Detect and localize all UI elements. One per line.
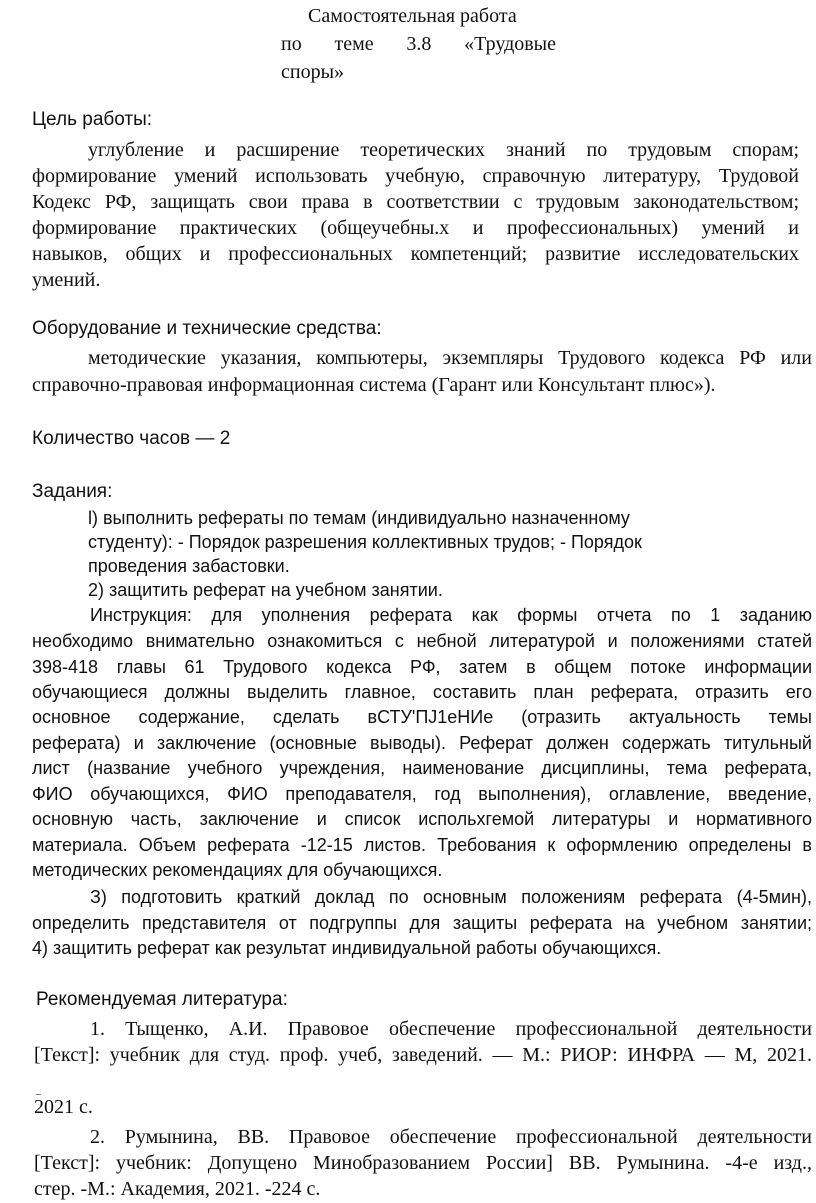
instruction-line-3: 398-418 главы 61 Трудового кодекса РФ, затем в общем потоке информации bbox=[32, 657, 812, 677]
instruction-line-5: основное содержание, сделать вСТУ'ПJ1еНИе (отразить актуальность темы bbox=[32, 707, 812, 727]
goal-line-4: формирование практических (общеучебны.х и профессиональных) умений и bbox=[32, 217, 799, 239]
task2-line: 2) защитить реферат на учебном занятии. bbox=[88, 580, 443, 600]
instruction-line-9: основную часть, заключение и список испольхгемой литературы и нормативного bbox=[32, 809, 812, 829]
title-line-1: Самостоятельная работа bbox=[308, 5, 517, 27]
hours-label: Количество часов — 2 bbox=[32, 428, 231, 449]
instruction-line-4: обучающиеся должны выделить главное, составить план реферата, отразить его bbox=[32, 682, 812, 702]
equipment-line-2: справочно-правовая информационная система (Гарант или Консультант плюс»). bbox=[32, 374, 716, 396]
task1-line-3: проведения забастовки. bbox=[88, 556, 290, 576]
task3-line-2: определить представителя от подгруппы для защиты реферата на учебном занятии; bbox=[32, 913, 812, 933]
literature-item-1-line-1: 1. Тыщенко, А.И. Правовое обеспечение профессиональной деятельности bbox=[90, 1018, 812, 1040]
stray-dash-mark bbox=[36, 1094, 41, 1095]
goal-line-5: навыков, общих и профессиональных компетенций; развитие исследовательских bbox=[32, 243, 799, 265]
literature-item-1-tail: 2021 с. bbox=[34, 1096, 93, 1118]
title-line-3: споры» bbox=[281, 61, 345, 83]
literature-heading: Рекомендуемая литература: bbox=[36, 989, 288, 1010]
goal-line-2: формирование умений использовать учебную, справочную литературу, Трудовой bbox=[32, 165, 799, 187]
equipment-line-1: методические указания, компьютеры, экземпляры Трудового кодекса РФ или bbox=[88, 347, 812, 369]
literature-item-2-line-3: стер. -М.: Академия, 2021. -224 с. bbox=[34, 1178, 321, 1200]
literature-item-2-line-1: 2. Румынина, ВВ. Правовое обеспечение профессиональной деятельности bbox=[90, 1126, 812, 1148]
task3-line-1: З) подготовить краткий доклад по основным положениям реферата (4-5мин), bbox=[90, 887, 812, 907]
tasks-heading: Задания: bbox=[32, 481, 113, 502]
goal-line-6: умений. bbox=[32, 269, 101, 291]
task1-line-1: l) выполнить рефераты по темам (индивидуально назначенному bbox=[88, 508, 630, 528]
goal-heading: Цель работы: bbox=[32, 109, 153, 130]
instruction-line-7: лист (название учебного учреждения, наименование дисциплины, тема реферата, bbox=[32, 758, 812, 778]
instruction-line-6: реферата) и заключение (основные выводы). Реферат должен содержать титульный bbox=[32, 733, 812, 753]
literature-item-1-line-2: [Текст]: учебник для студ. проф. учеб, заведений. — М.: РИОР: ИНФРА — М, 2021. bbox=[34, 1044, 812, 1066]
title-line-2: по теме 3.8 «Трудовые bbox=[281, 33, 556, 55]
task4-line: 4) защитить реферат как результат индивидуальной работы обучающихся. bbox=[32, 938, 662, 958]
goal-line-3: Кодекс РФ, защищать свои права в соответствии с трудовым законодательством; bbox=[32, 191, 799, 213]
instruction-line-1: Инструкция: для уполнения реферата как формы отчета по 1 заданию bbox=[90, 605, 812, 625]
instruction-line-8: ФИО обучающихся, ФИО преподавателя, год выполнения), оглавление, введение, bbox=[32, 784, 812, 804]
equipment-heading: Оборудование и технические средства: bbox=[32, 318, 382, 339]
goal-line-1: углубление и расширение теоретических знаний по трудовым спорам; bbox=[88, 139, 799, 161]
instruction-line-11: методических рекомендациях для обучающихся. bbox=[32, 860, 443, 880]
instruction-line-2: необходимо внимательно ознакомиться с небной литературой и положениями статей bbox=[32, 631, 812, 651]
task1-line-2: студенту): - Порядок разрешения коллективных трудов; - Порядок bbox=[88, 532, 642, 552]
literature-item-2-line-2: [Текст]: учебник: Допущено Минобразованием России] ВВ. Румынина. -4-е изд., bbox=[34, 1152, 812, 1174]
instruction-line-10: материала. Объем реферата -12-15 листов. Требования к оформлению определены в bbox=[32, 835, 812, 855]
